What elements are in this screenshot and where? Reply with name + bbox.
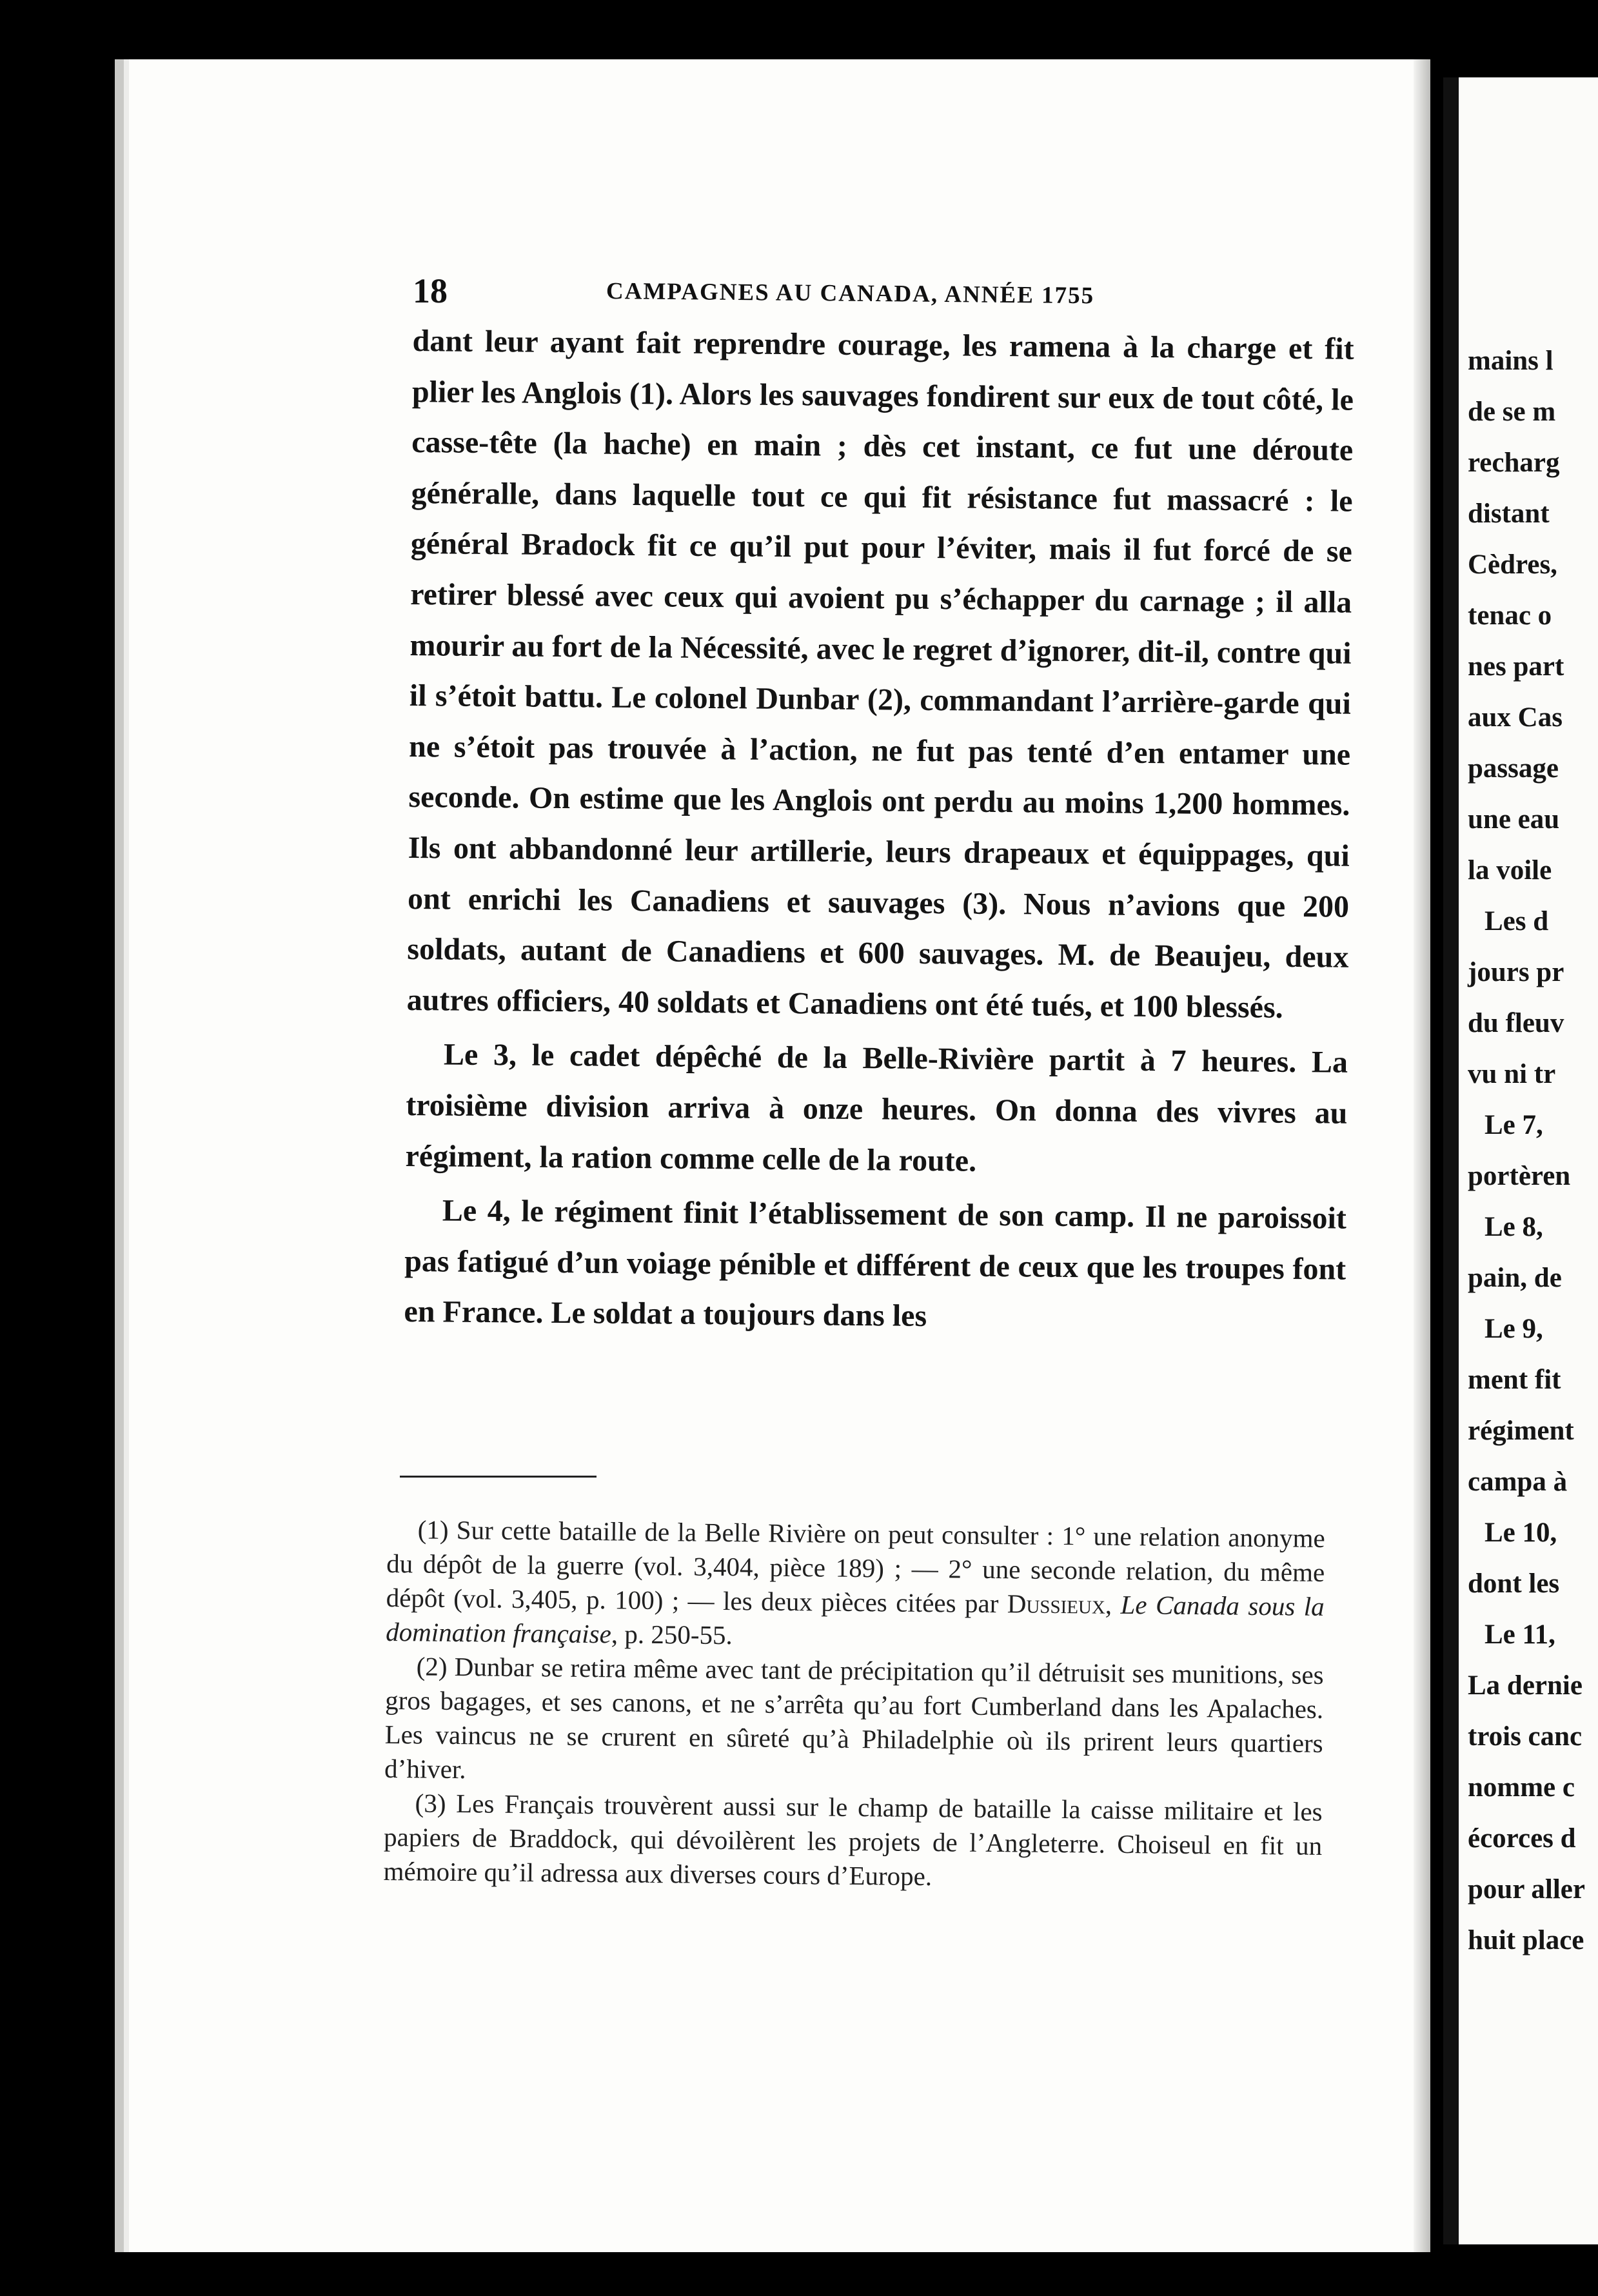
running-head xyxy=(413,271,1354,322)
facing-line: Le 11, xyxy=(1485,1619,1555,1650)
footnote-1-title: Le Canada sous la domination française xyxy=(386,1589,1325,1649)
main-text xyxy=(404,316,1354,1346)
facing-line: Les d xyxy=(1485,906,1549,936)
facing-line: de se m xyxy=(1468,397,1556,427)
facing-line: trois canc xyxy=(1468,1721,1583,1752)
facing-line: tenac o xyxy=(1468,600,1552,631)
facing-line: portèren xyxy=(1468,1161,1571,1191)
facing-line: une eau xyxy=(1468,804,1560,835)
facing-line: Cèdres, xyxy=(1468,549,1557,580)
facing-line: jours pr xyxy=(1468,957,1564,987)
facing-line: vu ni tr xyxy=(1468,1059,1556,1089)
footnote-1-pages: , p. 250-55. xyxy=(611,1619,733,1650)
facing-line: aux Cas xyxy=(1468,702,1563,733)
footnote-1-separator: , xyxy=(1105,1589,1121,1619)
facing-line: Le 9, xyxy=(1485,1314,1543,1344)
footnote-1 xyxy=(386,1512,1325,1658)
facing-line: nes part xyxy=(1468,651,1564,682)
facing-line: La dernie xyxy=(1468,1670,1583,1701)
facing-line: recharg xyxy=(1468,448,1560,478)
footnotes xyxy=(383,1512,1325,1897)
facing-line: régiment xyxy=(1468,1416,1574,1446)
body-paragraph-1: dant leur ayant fait reprendre courage, les ramena à la charge et fit plier les Anglois (1). Alors les sauvages fondirent sur eux de tout côté, le casse-tête (la hache) en main ; dès cet instant, ce fut une déroute généralle, dans laquelle tout ce qui fit résistance fut massacré : le général Bradock fit ce qu’il put pour l’éviter, mais il fut forcé de se retirer blessé avec ceux qui avoient pu s’échapper du carnage ; il alla mourir au fort de la Nécessité, avec le regret d’ignorer, dit-il, contre qui il s’étoit battu. Le colonel Dunbar (2), commandant l’arrière-garde qui ne s’étoit pas trouvée à l’action, ne fut pas tenté d’en entamer une seconde. On estime que les Anglois ont perdu au moins 1,200 hommes. Ils ont abbandonné leur artillerie, leurs drapeaux et équippages, qui ont enrichi les Canadiens et sauvages (3). Nous n’avions que 200 soldats, autant de Canadiens et 600 sauvages. M. de Beaujeu, deux autres officiers, 40 soldats et Canadiens ont été tués, et 100 blessés. xyxy=(406,323,1354,1025)
facing-line: huit place xyxy=(1468,1925,1584,1955)
facing-line: nomme c xyxy=(1468,1772,1575,1803)
facing-line: campa à xyxy=(1468,1467,1568,1497)
page-number: 18 xyxy=(413,272,448,310)
facing-line: passage xyxy=(1468,753,1559,784)
facing-line: dont les xyxy=(1468,1569,1560,1599)
facing-line: distant xyxy=(1468,499,1550,529)
footnote-rule xyxy=(400,1476,597,1478)
footnote-3: (3) Les Français trouvèrent aussi sur le champ de bataille la caisse militaire et les papiers de Braddock, qui dévoilèrent les projets de l’Angleterre. Choiseul en fit un mémoire qu’il adressa aux diverses cours d’Europe. xyxy=(383,1788,1323,1892)
facing-line: écorces d xyxy=(1468,1823,1576,1854)
facing-line: pain, de xyxy=(1468,1263,1562,1293)
facing-line: la voile xyxy=(1468,855,1552,886)
facing-line: ment fit xyxy=(1468,1365,1561,1395)
facing-page xyxy=(1443,77,1598,2244)
body-paragraph-3: Le 4, le régiment finit l’établissement de son camp. Il ne paroissoit pas fatigué d’un voiage pénible et différent de ceux que les troupes font en France. Le soldat a toujours dans les xyxy=(404,1193,1347,1334)
running-title: CAMPAGNES AU CANADA, ANNÉE 1755 xyxy=(606,278,1095,310)
body-paragraph-2: Le 3, le cadet dépêché de la Belle-Rivière partit à 7 heures. La troisième division arriva à onze heures. On donna des vivres au régiment, la ration comme celle de la route. xyxy=(405,1037,1348,1178)
facing-line: mains l xyxy=(1468,346,1554,376)
facing-line: Le 8, xyxy=(1485,1212,1543,1242)
footnote-2: (2) Dunbar se retira même avec tant de précipitation qu’il détruisit ses munitions, ses gros bagages, et ses canons, et ne s’arrêta qu’au fort Cumberland dans les Apalaches. Les vaincus ne se crurent en sûreté qu’à Philadelphie où ils prirent leurs quartiers d’hiver. xyxy=(384,1651,1324,1785)
facing-line: du fleuv xyxy=(1468,1008,1564,1038)
footnote-1-text: (1) Sur cette bataille de la Belle Rivière on peut consulter : 1° une relation anonyme du dépôt de la guerre (vol. 3,404, pièce 189) ; — 2° une seconde relation, du même dépôt (vol. 3,405, p. 100) ; — les deux pièces citées par xyxy=(386,1514,1325,1619)
footnote-1-author: Dussieux xyxy=(1007,1588,1106,1619)
facing-line: pour aller xyxy=(1468,1874,1585,1905)
facing-line: Le 10, xyxy=(1485,1518,1557,1548)
facing-line: Le 7, xyxy=(1485,1110,1543,1140)
